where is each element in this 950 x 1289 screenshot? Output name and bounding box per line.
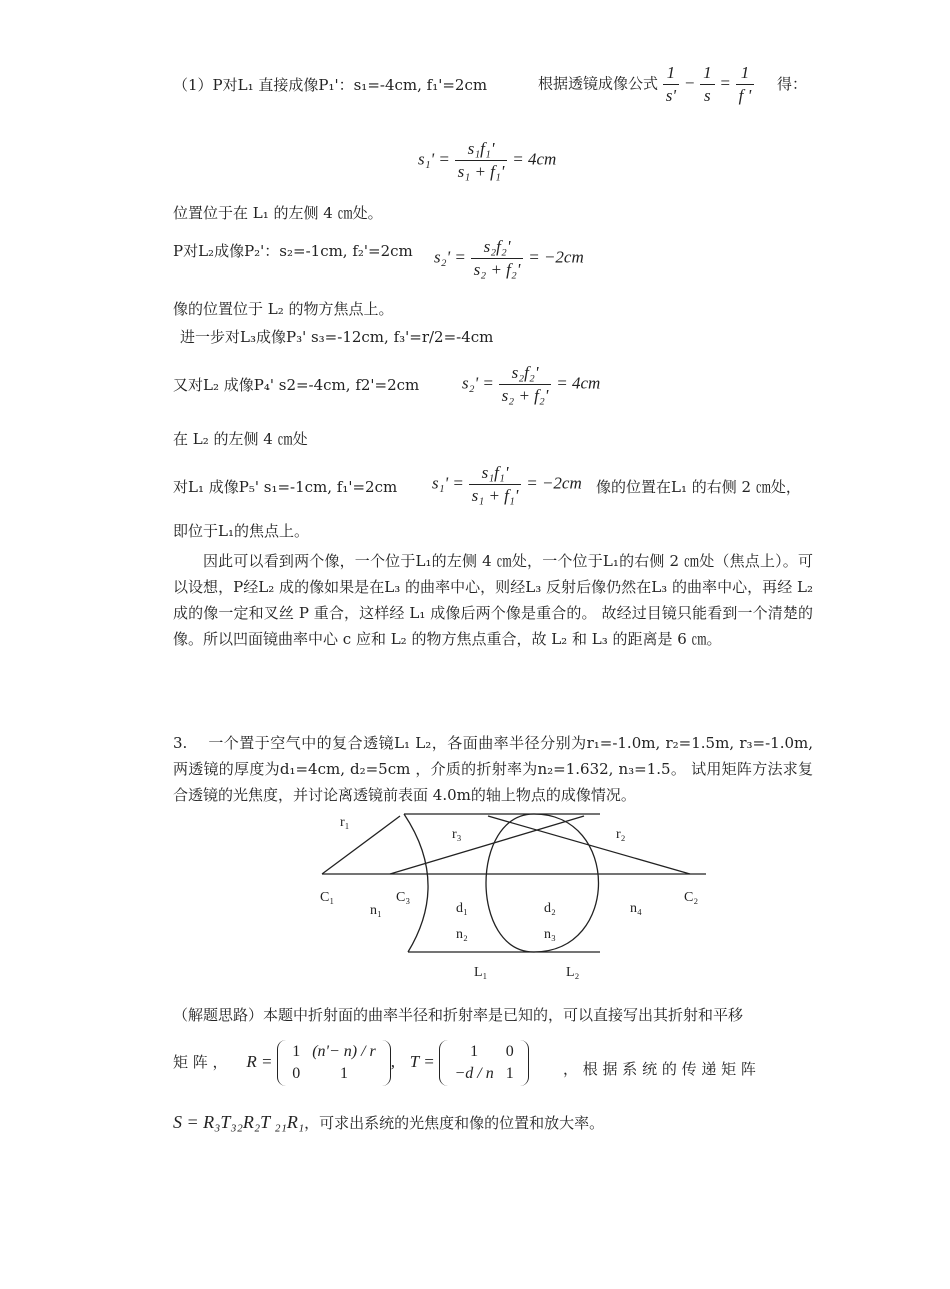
- label-r1: r₁: [340, 815, 350, 830]
- line-5: 进一步对L₃成像P₃' s₃=-12cm, f₃'=r/2=-4cm: [180, 328, 494, 346]
- line-4: 像的位置位于 L₂ 的物方焦点上。: [173, 300, 394, 318]
- refraction-matrix: 1 (n'− n) / r 0 1: [277, 1040, 391, 1086]
- ray-c2: [488, 816, 690, 874]
- matrix-line: 矩 阵 ， R = 1 (n'− n) / r 0 1 , T = 1 0 −d / n 1 ， 根 据 系 统 的 传 递 矩 阵: [173, 1040, 813, 1086]
- final-text: ，可求出系统的光焦度和像的位置和放大率。: [304, 1114, 605, 1132]
- label-l1: L₁: [474, 965, 488, 980]
- line8-tail: 像的位置在L₁ 的右侧 2 ㎝处，: [596, 478, 801, 496]
- translation-matrix: 1 0 −d / n 1: [439, 1040, 528, 1086]
- system-matrix-line: [173, 1112, 604, 1133]
- line-9: 即位于L₁的焦点上。: [173, 522, 309, 540]
- r-label: R =: [246, 1052, 273, 1071]
- line1-tail: 得：: [777, 74, 808, 93]
- surface-r3: [486, 814, 534, 952]
- transfer-text: ， 根 据 系 统 的 传 递 矩 阵: [563, 1060, 756, 1078]
- label-n2: n₂: [456, 927, 468, 942]
- compound-lens-diagram: [300, 808, 720, 988]
- s-formula: S = R₃T₃₂R₂T ₂₁R₁: [173, 1112, 305, 1132]
- t-label: T =: [409, 1052, 435, 1071]
- label-d2: d₂: [544, 901, 556, 916]
- equation-3: s₂' = $\frac{\text{s₂f₂'}}{\text{s₂ + f₂'}}$ = 4cm: [462, 363, 601, 405]
- lens-formula: 根据透镜成像公式 $\frac{1}{s'}$ − $\frac{1}{s}$ = $\frac{1}{f '}$ 得：: [538, 63, 808, 105]
- label-r3: r₃: [452, 827, 462, 842]
- problem-3: [173, 730, 813, 808]
- label-c2: C₂: [684, 890, 699, 905]
- formula-intro: 根据透镜成像公式: [538, 74, 659, 93]
- surface-r1: [404, 814, 428, 952]
- problem-statement: 一个置于空气中的复合透镜L₁ L₂，各面曲率半径分别为r₁=-1.0m, r₂=1.5m, r₃=-1.0m, 两透镜的厚度为d₁=4cm, d₂=5cm ，介质的折射率为n₂=1.632, n₃=1.5。 试用矩阵方法求复合透镜的光焦度，并讨论离透镜前表面 4.0m的轴上物点的成像情况。: [173, 734, 813, 804]
- equation-4: s₁' = $\frac{\text{s₁f₁'}}{\text{s₁ + f₁'}}$ = −2cm: [432, 463, 582, 505]
- conclusion-paragraph: 因此可以看到两个像，一个位于L₁的左侧 4 ㎝处，一个位于L₁的右侧 2 ㎝处（焦点上）。可以设想，P经L₂ 成的像如果是在L₃ 的曲率中心，则经L₃ 反射后像仍然在L₃ 的曲率中心，再经 L₂ 成的像一定和叉丝 P 重合，这样经 L₁ 成像后两个像是重合的。 故经过目镜只能看到一个清楚的像。所以凹面镜曲率中心 c 应和 L₂ 的物方焦点重合，故 L₂ 和 L₃ 的距离是 6 ㎝。: [173, 552, 813, 648]
- label-c3: C₃: [396, 890, 411, 905]
- equation-1: s₁' = $\frac{\text{s₁f₁'}}{\text{s₁ + f₁'}}$ = 4cm: [418, 139, 557, 181]
- label-n3: n₃: [544, 927, 556, 942]
- matrix-label: 矩 阵 ，: [173, 1053, 228, 1071]
- line-3: P对L₂成像P₂'：s₂=-1cm, f₂'=2cm: [173, 242, 413, 260]
- line1-text: （1）P对L₁ 直接成像P₁'：s₁=-4cm, f₁'=2cm: [173, 76, 488, 94]
- label-n4: n₄: [630, 901, 642, 916]
- label-n1: n₁: [370, 903, 382, 918]
- solution-approach: （解题思路）本题中折射面的曲率半径和折射率是已知的，可以直接写出其折射和平移: [173, 1006, 744, 1024]
- line-2: 位置位于在 L₁ 的左侧 4 ㎝处。: [173, 204, 383, 222]
- problem-number: 3.: [173, 734, 188, 752]
- label-d1: d₁: [456, 901, 468, 916]
- line-1: [173, 74, 487, 96]
- label-r2: r₂: [616, 827, 626, 842]
- label-l2: L₂: [566, 965, 580, 980]
- equation-2: s₂' = $\frac{\text{s₂f₂'}}{\text{s₂ + f₂'}}$ = −2cm: [434, 237, 584, 279]
- ray-c1: [322, 816, 400, 874]
- line-8: 对L₁ 成像P₅' s₁=-1cm, f₁'=2cm: [173, 478, 398, 496]
- label-c1: C₁: [320, 890, 335, 905]
- line-7: 在 L₂ 的左侧 4 ㎝处: [173, 430, 308, 448]
- line-6: 又对L₂ 成像P₄' s2=-4cm, f2'=2cm: [173, 376, 420, 394]
